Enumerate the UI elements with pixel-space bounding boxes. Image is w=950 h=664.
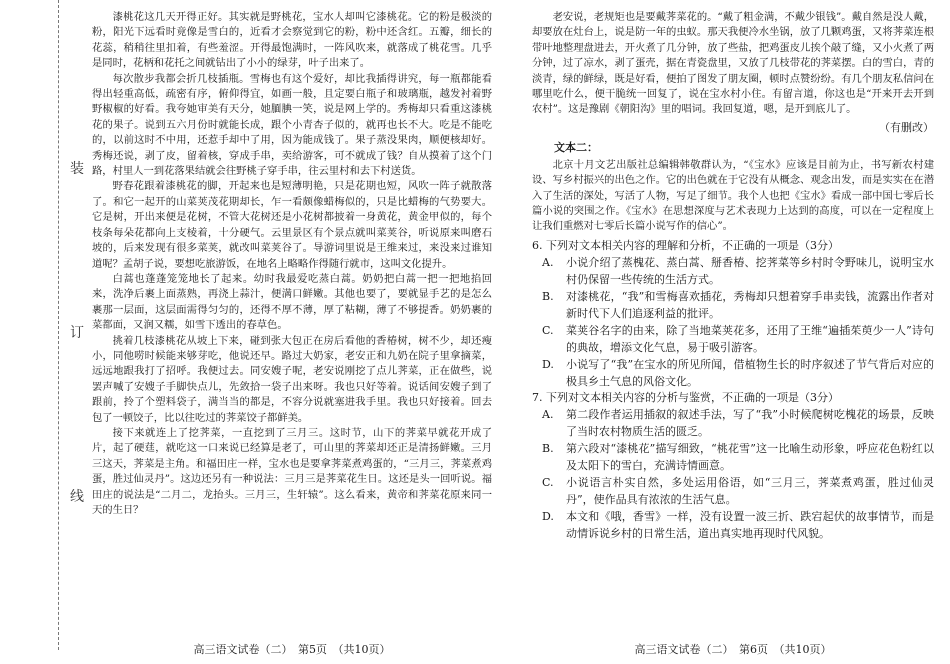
option-text: 菜荚谷名字的由来，除了当地菜荚花多，还用了王维“遍插茱萸少一人”诗句的典故，增添文化气息，易于吸引游客。 [566, 323, 934, 354]
story-paragraph: 漆桃花这几天开得正好。其实就是野桃花，宝水人却叫它漆桃花。它的粉是极淡的粉，阳光下远看时竟像是雪白的，近看才会察觉到它的粉，粉中还含红。五瓣，细长的花蕊，稍稍往里扣着，有些羞涩。开得最饱满时，一阵风吹来，就落成了桃花雪。几乎是同时，花柄和花托之间就钻出了小小的绿芽，叶子出来了。 [92, 11, 492, 70]
option-label: B. [542, 289, 554, 303]
option-label: A. [542, 255, 554, 269]
option-text: 小说写了“我”在宝水的所见所闻，借植物生长的时序叙述了节气背后对应的极具乡土气息的风俗文化。 [566, 357, 934, 388]
option-label: D. [542, 509, 554, 523]
option-label: C. [542, 475, 554, 489]
right-page-column [532, 10, 934, 542]
option-label: B. [542, 441, 554, 455]
answer-option [542, 508, 934, 542]
option-text: 本文和《哦，香雪》一样，没有设置一波三折、跌宕起伏的故事情节，而是动情诉说乡村的日常生活，道出真实地再现时代风貌。 [566, 509, 934, 540]
answer-option [542, 474, 934, 508]
page-footer-left: 高三语文试卷（二） 第5页 （共10页） [193, 643, 391, 656]
story-paragraph: 接下来就连上了挖荠菜，一直挖到了三月三。这时节，山下的荠菜早就花开成了片，起了硬莛，就吃这一口来说已经算是老了，可山里的荠菜却还正是清扬鲜嫩。三月三这天，荠菜是主角。和福田庄一样，宝水也是要拿荠菜煮鸡蛋的，“三月三，荠菜煮鸡蛋，胜过仙灵丹”。这边还另有一种说法：三月三是荠菜花生日。这还是头一回听说。福田庄的说法是“二月二，龙抬头。三月三，生轩辕”。这么看来，黄帝和荠菜花原来同一天的生日？ [92, 426, 492, 516]
option-label: C. [542, 323, 554, 337]
question-6 [532, 238, 934, 390]
answer-option [542, 254, 934, 288]
answer-option [542, 356, 934, 390]
binding-char: 订 [70, 325, 84, 341]
option-text: 第二段作者运用插叙的叙述手法，写了“我”小时候爬树吃槐花的场景，反映了当时农村物质生活的匮乏。 [566, 407, 934, 438]
source-credit: （有删改） [879, 120, 934, 134]
option-text: 对漆桃花，“我”和雪梅喜欢插花，秀梅却只想着穿手串卖钱，流露出作者对新时代下人们追逐利益的批评。 [566, 289, 934, 320]
answer-option [542, 440, 934, 474]
option-text: 小说语言朴实自然，多处运用俗语，如“三月三，荠菜煮鸡蛋，胜过仙灵丹”，使作品具有浓浓的生活气息。 [566, 475, 934, 506]
question-7 [532, 390, 934, 542]
page-footer-right: 高三语文试卷（二） 第6页 （共10页） [634, 643, 832, 656]
answer-option [542, 322, 934, 356]
option-label: D. [542, 357, 554, 371]
text2-paragraph: 北京十月文艺出版社总编辑韩敬群认为，“《宝水》应该是目前为止，书写新农村建设、写乡村振兴的出色之作。它的出色就在于它没有从概念、观念出发，而是实实在在潜入了生活的深处，写活了人物，写足了细节。我个人也把《宝水》看成一部中国七零后长篇小说的突围之作。《宝水》在思想深度与艺术表现力上达到的高度，可以在一定程度上让我们重燃对七零后长篇小说写作的信心”。 [532, 158, 934, 233]
question-stem: 6. 下列对文本相关内容的理解和分析，不正确的一项是（3分） [532, 238, 839, 252]
text2-heading: 文本二： [554, 140, 598, 154]
option-label: A. [542, 407, 554, 421]
binding-char: 线 [70, 489, 84, 505]
option-text: 第六段对“漆桃花”描写细致，“桃花雪”这一比喻生动形象，呼应花色粉红以及太阳下的雪白，充满诗情画意。 [566, 441, 934, 472]
answer-option [542, 288, 934, 322]
answer-option [542, 406, 934, 440]
story-paragraph: 挑着几枝漆桃花从坡上下来，碰到张大包正在房后看他的香椿树，树不少，却还瘦小，同他唠时候能来够芽吃，他说还早。路过大奶家，老安正和九奶在院子里拿摘菜，远远地跟我打了招呼。我便过去。同安嫂子呢，老安说刚挖了点儿荠菜，正在做些，说罢声喊了安嫂子手脚快点儿，先敛拾一袋子出来呀。我也只好等着。说话间安嫂子到了跟前，拎了个塑料袋子，满当当的都是，不容分说就塞进我手里。我也只好接着。回去包了一顿饺子，比以往吃过的荠菜饺子都鲜美。 [92, 334, 492, 424]
story-paragraph: 老安说，老规矩也是要戴荠菜花的。“戴了粗金满，不戴少银钱”。戴自然是没人戴，却要放在灶台上，说是防一年的虫蚁。那天我便冷水坐锅，放了几颗鸡蛋，又将荠菜连根带叶地整理盘进去，开火煮了几分钟，放了些盐，把鸡蛋皮儿挨个敲了缝，又小火煮了两分钟，过了凉水，剥了蛋壳，据在青瓷盘里，又放了几枝带花的荠菜摆。白的雪白，青的淡青，绿的鲜绿，既是好看，便拍了图发了朋友圈，顿时点赞纷纷。有几个朋友私信问在哪里吃什么，便干脆统一回复了，说在宝水村小住。有留言道，你这也是“开来开去开到农村”。这是豫剧《朝阳沟》里的唱词。我回复道，嗯，是开到底儿了。 [532, 11, 934, 116]
question-stem: 7. 下列对文本相关内容的分析与鉴赏，不正确的一项是（3分） [532, 390, 839, 404]
option-text: 小说介绍了蒸槐花、蒸白蒿、掰香椿、挖荠菜等乡村时令野味儿，说明宝水村仍保留一些传统的生活方式。 [566, 255, 934, 286]
story-paragraph: 每次散步我都会折几枝插瓶。雪梅也有这个爱好，却比我插得讲究，每一瓶都能看得出轻重高低，疏密有序，俯仰得宜，如画一般，且定要白瓶子和玻璃瓶，越发衬着野野椒椒的好看。我夸她审美有天分，她腼腆一笑，说是网上学的。秀梅却只看重这漆桃花的果子。说到五六月份时就能长成，跟个小青杏子似的，就再也长不大。吃是不能吃的，以前这时不中用，还惹手却中了用，因为能成钱了。果子蒸没果肉，顺便核却好。秀梅还说，剥了皮，留着核，穿成手串，卖给游客，可不就成了钱？自从摸着了这个门路，村里人一到花落果结就会往野桃子穿手串，往云里村和去下村送货。 [92, 72, 492, 178]
story-paragraph: 白蒿也蓬蓬笼笼地长了起来。幼时我最爱吃蒸白蒿。奶奶把白蒿一把一把地掐回来，洗净后裹上面蒸熟，再浇上蒜汁，便满口鲜嫩。其他也要了，要就显手艺的是怎么裹那一层面，这层面需得匀匀的，还得不厚不薄，厚了粘糊，薄了不够提香。奶奶裹的菜都面，又润又糯，如雪下透出的春草色。 [92, 272, 492, 332]
binding-line [58, 0, 59, 650]
binding-char: 装 [70, 161, 84, 177]
left-page-column [92, 10, 492, 518]
story-paragraph: 野春花跟着漆桃花的脚，开起来也是短薄明艳，只是花期也短，风吹一阵子就散落了。和它一起开的山菜荚茂花期却长，乍一看颇像蜡梅似的，只是比蜡梅的气势要大。它是树，开出来便是花树，不管大花树还是小花树都披着一身黄花，黄金甲似的，每个枝条每朵花都向上支棱着，十分硬气。云里景区有个景点就叫菜荚谷，听说原来叫磨石坡的，后来发现有很多菜荚，就改叫菜荚谷了。导游词里说是王维来过，来没来过谁知道呢？孟胡子说，要想吃旅游饭，在地名上略略作得随行就市，这叫文化提升。 [92, 180, 492, 270]
